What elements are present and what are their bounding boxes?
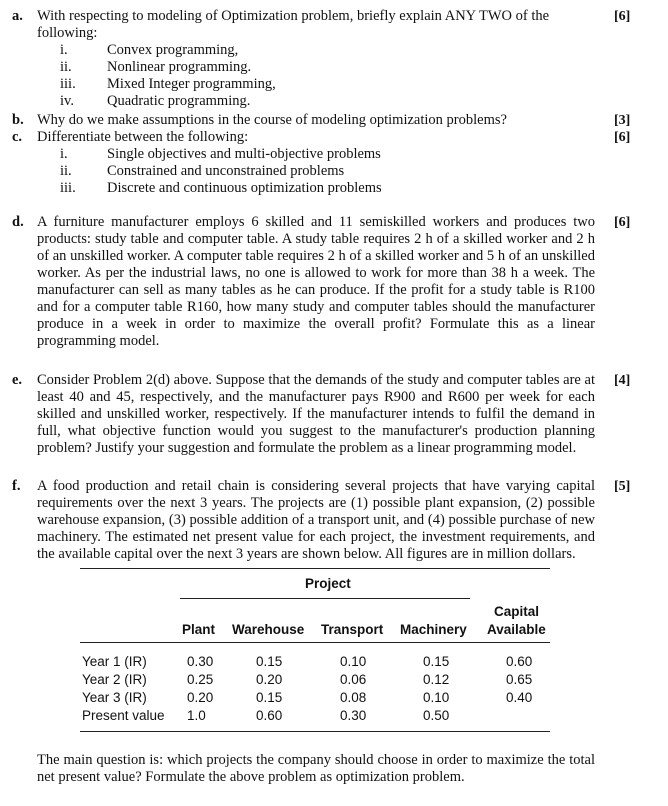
- question-e-text: Consider Problem 2(d) above. Suppose that the demands of the study and computer tables are at least 40 and 45, respectively, and the manufacturer pays R900 and R600 per week for each skilled and unskilled worker, respectively. If the manufacturer intends to fulfil the demand in full, what objective function would you suggest to the manufacturer's production planning problem? Justify your suggestion and formulate the problem as a linear programming model.: [37, 372, 595, 456]
- question-f-closing-text: The main question is: which projects the company should choose in order to maximize the total net present value? Formulate the above problem as optimization problem.: [37, 752, 595, 785]
- item-number: iv.: [60, 93, 74, 109]
- item-number: iii.: [60, 180, 76, 196]
- table-header-rule: [80, 642, 550, 643]
- table-group-rule: [180, 598, 470, 599]
- table-cell: 0.20: [256, 672, 283, 687]
- table-cell: 0.20: [187, 690, 214, 705]
- table-cell: 1.0: [187, 708, 206, 723]
- item-number: iii.: [60, 76, 76, 92]
- table-cell: 0.10: [340, 654, 367, 669]
- item-number: ii.: [60, 163, 72, 179]
- item-text: Single objectives and multi-objective problems: [107, 146, 381, 162]
- table-cell: 0.30: [187, 654, 214, 669]
- table-cell: 0.65: [506, 672, 533, 687]
- item-number: i.: [60, 146, 68, 162]
- question-c-marks: [6]: [614, 130, 631, 145]
- table-cell: 0.30: [340, 708, 367, 723]
- table-cell: 0.15: [256, 654, 283, 669]
- item-text: Discrete and continuous optimization problems: [107, 180, 382, 196]
- table-col-header: Transport: [321, 622, 384, 637]
- table-cell: 0.06: [340, 672, 367, 687]
- table-group-header: Project: [305, 576, 351, 591]
- question-e-label: e.: [12, 372, 23, 388]
- table-row-label: Year 1 (IR): [82, 654, 147, 669]
- table-cell: 0.25: [187, 672, 214, 687]
- table-row-label: Year 2 (IR): [82, 672, 147, 687]
- table-cell: 0.15: [256, 690, 283, 705]
- table-row-label: Present value: [82, 708, 165, 723]
- item-text: Convex programming,: [107, 42, 239, 58]
- question-c-text: Differentiate between the following:: [37, 129, 249, 145]
- table-cell: 0.12: [423, 672, 450, 687]
- table-cell: 0.50: [423, 708, 450, 723]
- item-text: Nonlinear programming.: [107, 59, 252, 75]
- question-f-marks: [5]: [614, 479, 631, 494]
- question-b-label: b.: [12, 112, 24, 128]
- table-cell: 0.08: [340, 690, 367, 705]
- table-bottom-rule: [80, 731, 550, 732]
- item-text: Mixed Integer programming,: [107, 76, 276, 92]
- question-f-label: f.: [12, 478, 21, 494]
- question-b-marks: [3]: [614, 113, 631, 128]
- table-col-header: Available: [487, 622, 546, 637]
- item-text: Constrained and unconstrained problems: [107, 163, 345, 179]
- item-number: i.: [60, 42, 68, 58]
- question-e-marks: [4]: [614, 373, 631, 388]
- table-cell: 0.40: [506, 690, 533, 705]
- question-d-text: A furniture manufacturer employs 6 skilled and 11 semiskilled workers and produces two products: study table and computer table. A study table requires 2 h of a skilled worker and 2 h of an unskilled worker. A computer table requires 2 h of a skilled worker and 5 h of an unskilled worker. As per the industrial laws, no one is allowed to work for more than 38 h a week. The manufacturer can sell as many tables as he can produce. If the profit for a study table is R100 and for a computer table R160, how many study and computer tables should the manufacturer produce in a week in order to maximize the overall profit? Formulate this as a linear programming model.: [37, 214, 595, 349]
- table-cell: 0.60: [506, 654, 533, 669]
- item-number: ii.: [60, 59, 72, 75]
- table-col-header: Warehouse: [232, 622, 305, 637]
- question-a-label: a.: [12, 8, 23, 24]
- table-row-label: Year 3 (IR): [82, 690, 147, 705]
- item-text: Quadratic programming.: [107, 93, 251, 109]
- table-cell: 0.60: [256, 708, 283, 723]
- table-col-header: Machinery: [400, 622, 467, 637]
- question-b-text: Why do we make assumptions in the course of modeling optimization problems?: [37, 112, 507, 128]
- table-col-header: Plant: [182, 622, 216, 637]
- question-d-marks: [6]: [614, 215, 631, 230]
- question-c-label: c.: [12, 129, 23, 145]
- question-d-label: d.: [12, 214, 24, 230]
- question-a-marks: [6]: [614, 9, 631, 24]
- table-top-rule: [80, 568, 550, 569]
- table-cell: 0.10: [423, 690, 450, 705]
- question-f-text: A food production and retail chain is considering several projects that have varying capital requirements over the next 3 years. The projects are (1) possible plant expansion, (2) possible warehouse expansion, (3) possible addition of a transport unit, and (4) possible purchase of new machinery. The estimated net present value for each project, the investment requirements, and the available capital over the next 3 years are shown below. All figures are in million dollars.: [37, 478, 595, 562]
- table-capital-header: Capital: [494, 604, 540, 619]
- question-a-text: With respecting to modeling of Optimization problem, briefly explain ANY TWO of the following:: [37, 8, 550, 41]
- table-cell: 0.15: [423, 654, 450, 669]
